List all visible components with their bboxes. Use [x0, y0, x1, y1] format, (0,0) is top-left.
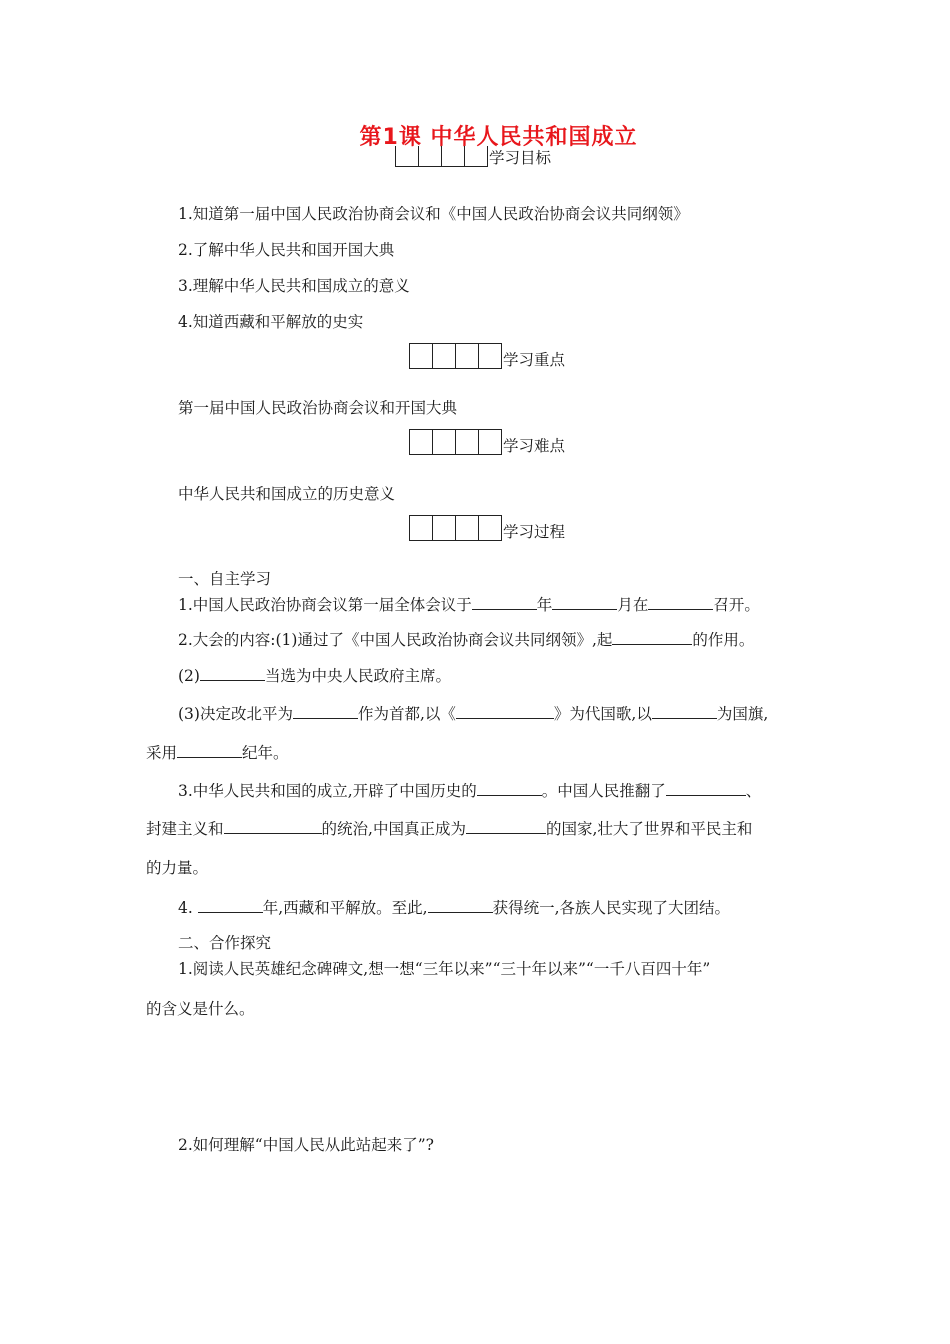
goal-item: 4.知道西藏和平解放的史实	[178, 313, 364, 331]
explore-question-2: 2.如何理解“中国人民从此站起来了”?	[178, 1136, 434, 1154]
question-2-item-2: (2) 当选为中央人民政府主席。	[178, 667, 451, 685]
section-header-key	[409, 343, 565, 369]
section-label: 学习过程	[503, 523, 566, 541]
explore-question-1-cont: 的含义是什么。	[146, 1000, 255, 1018]
answer-blank[interactable]	[612, 630, 692, 645]
section-label: 学习目标	[489, 149, 552, 167]
header-boxes	[409, 515, 502, 541]
part2-heading: 二、合作探究	[178, 934, 272, 952]
answer-blank[interactable]	[466, 819, 546, 834]
answer-blank[interactable]	[456, 704, 554, 719]
question-2-item-3-cont: 采用 纪年。	[146, 744, 289, 762]
answer-blank[interactable]	[224, 819, 322, 834]
explore-question-1: 1.阅读人民英雄纪念碑碑文,想一想“三年以来”“三十年以来”“一千八百四十年”	[178, 960, 711, 978]
question-2-item-3: (3)决定改北平为 作为首都,以《 》为代国歌,以 为国旗,	[178, 705, 769, 723]
answer-blank[interactable]	[472, 595, 537, 610]
goal-item: 3.理解中华人民共和国成立的意义	[178, 277, 410, 295]
header-boxes	[409, 343, 502, 369]
question-3-end: 的力量。	[146, 859, 209, 877]
question-4: 4. 年,西藏和平解放。至此, 获得统一,各族人民实现了大团结。	[178, 899, 731, 917]
section-header-difficulty	[409, 429, 565, 455]
header-boxes	[409, 429, 502, 455]
goal-item: 2.了解中华人民共和国开国大典	[178, 241, 395, 259]
header-boxes	[395, 146, 488, 167]
answer-blank[interactable]	[477, 781, 542, 796]
answer-blank[interactable]	[198, 898, 263, 913]
answer-blank[interactable]	[666, 781, 746, 796]
question-1: 1.中国人民政治协商会议第一届全体会议于 年 月在 召开。	[178, 596, 760, 614]
question-3-cont: 封建主义和 的统治,中国真正成为 的国家,壮大了世界和平民主和	[146, 820, 753, 838]
question-3: 3.中华人民共和国的成立,开辟了中国历史的 。中国人民推翻了 、	[178, 782, 762, 800]
goal-item: 1.知道第一届中国人民政治协商会议和《中国人民政治协商会议共同纲领》	[178, 205, 689, 223]
answer-blank[interactable]	[428, 898, 493, 913]
answer-blank[interactable]	[652, 704, 717, 719]
answer-blank[interactable]	[293, 704, 358, 719]
section-label: 学习难点	[503, 437, 566, 455]
part1-heading: 一、自主学习	[178, 570, 272, 588]
answer-blank[interactable]	[177, 743, 242, 758]
answer-blank[interactable]	[200, 666, 265, 681]
page-title: 第1课 中华人民共和国成立	[359, 125, 638, 150]
question-2: 2.大会的内容:(1)通过了《中国人民政治协商会议共同纲领》,起 的作用。	[178, 631, 755, 649]
key-point-text: 第一届中国人民政治协商会议和开国大典	[178, 399, 458, 417]
section-header-process	[409, 515, 565, 541]
section-label: 学习重点	[503, 351, 566, 369]
answer-blank[interactable]	[552, 595, 617, 610]
difficulty-text: 中华人民共和国成立的历史意义	[178, 485, 396, 503]
answer-blank[interactable]	[648, 595, 713, 610]
section-header-goals	[395, 146, 551, 167]
